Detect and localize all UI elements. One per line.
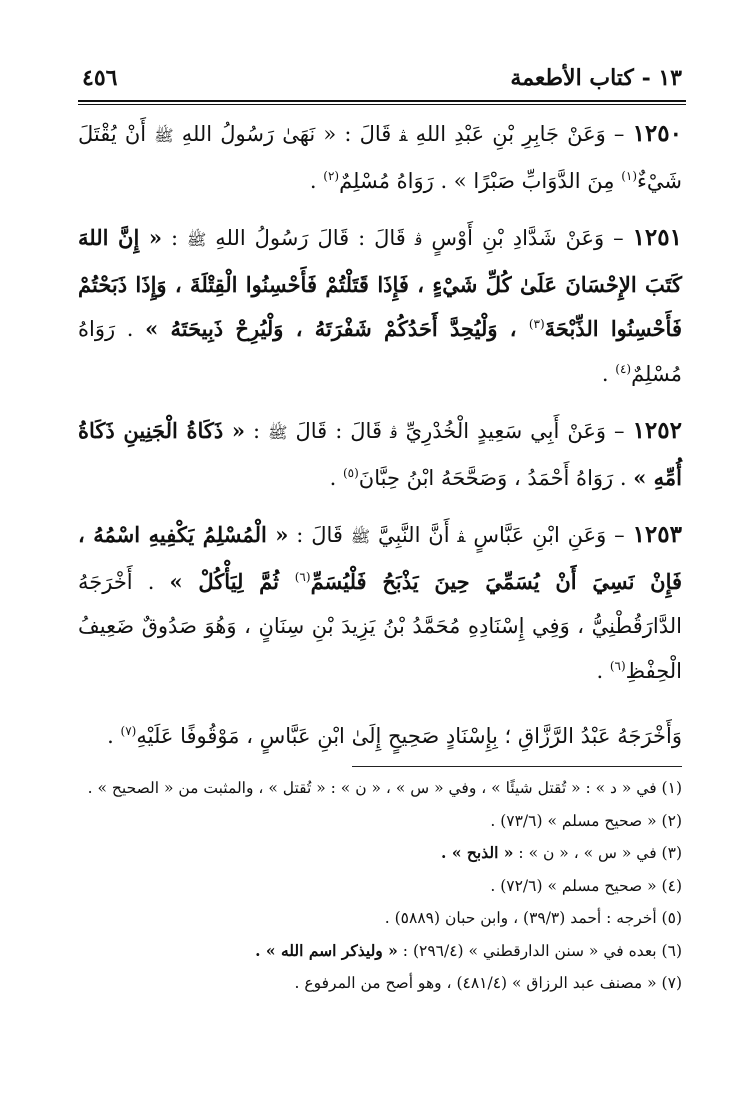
footnote-ref: (٤) [615,361,632,376]
hadith-quote: ، وَلْيُحِدَّ أَحَدُكُمْ شَفْرَتَهُ ، وَلْيُرِحْ ذَبِيحَتَهُ » [145,316,529,341]
hadith-quote: ثُمَّ لِيَأْكُلْ » [169,568,295,594]
honorific-symbol: ﷺ [268,423,288,442]
hadith-number: ١٢٥٣ [632,521,682,548]
footnote-ref: (٦) [294,569,311,584]
honorific-symbol: ﭭ [399,126,408,145]
honorific-symbol: ﭬ [390,423,398,442]
footnote-ref: (٧) [120,724,137,738]
hadith-number: ١٢٥٠ [632,120,682,147]
main-text [78,112,682,772]
hadith-1253: ١٢٥٣ – وَعَنِ ابْنِ عَبَّاسٍ ﭭ أَنَّ النَّبِيَّ ﷺ قَالَ : « الْمُسْلِمُ يَكْفِيهِ اسْمُهُ ، فَإِنْ نَسِيَ أَنْ يُسَمِّيَ حِينَ يَذْبَحُ فَلْيُسَمِّ$^{(٦)}$ ثُمَّ لِيَأْكُلْ » . أَخْرَجَهُ الدَّارَقُطْنِيُّ ، وَفِي إِسْنَادِهِ مُحَمَّدُ بْنُ يَزِيدَ بْنِ سِنَانٍ ، وَهُوَ صَدُوقٌ ضَعِيفُ الْحِفْظِ$^{(٦)}$ . [78,521,683,683]
header-rule [78,100,686,105]
footnote-item: (٤) « صحيح مسلم » (٧٢/٦) . [490,876,682,895]
hadith-1252: ١٢٥٢ – وَعَنْ أَبِي سَعِيدٍ الْخُدْرِيِّ ﭬ قَالَ : قَالَ ﷺ : « ذَكَاةُ الْجَنِينِ ذَكَاةُ أُمِّهِ » . رَوَاهُ أَحْمَدُ ، وَصَحَّحَهُ ابْنُ حِبَّانَ$^{(٥)}$ . [78,417,682,490]
footnote-item: (٦) بعده في « سنن الدارقطني » (٢٩٦/٤) : « وليذكر اسم الله » . [255,940,682,960]
footnote-ref: (٢) [323,168,340,183]
hadith-quote: « ذَكَاةُ الْجَنِينِ ذَكَاةُ أُمِّهِ » [78,418,682,490]
footnote-ref: (٥) [342,465,359,480]
honorific-symbol: ﭬ [414,230,423,249]
footnote-item: (٧) « مصنف عبد الرزاق » (٤٨١/٤) ، وهو أصح من المرفوع . [294,974,682,992]
hadith-quote: « إِنَّ اللهَ كَتَبَ الإِحْسَانَ عَلَىٰ كُلِّ شَيْءٍ ، فَإِذَا قَتَلْتُمْ فَأَحْسِنُوا الْقِتْلَةَ ، وَإِذَا ذَبَحْتُمْ فَأَحْسِنُوا الذِّبْحَةَ [78,225,682,341]
footnote-item: (٥) أخرجه : أحمد (٣٩/٣) ، وابن حبان (٥٨٨٩) . [384,909,682,927]
honorific-symbol: ﷺ [350,527,371,546]
footnote-ref: (٣) [528,317,545,331]
hadith-quote: « الْمُسْلِمُ يَكْفِيهِ اسْمُهُ ، فَإِنْ نَسِيَ أَنْ يُسَمِّيَ حِينَ يَذْبَحُ فَلْيُسَمِّ [78,522,683,594]
footnote-divider [352,766,682,767]
footnote-item: (٢) « صحيح مسلم » (٧٣/٦) . [490,811,682,830]
hadith-number: ١٢٥٢ [632,417,682,444]
footnote-ref: (٦) [609,658,626,673]
page-number: ٤٥٦ [82,65,118,91]
footnote-item: (١) في « د » : « تُقتل شيئًا » ، وفي « س » ، « ن » : « تُقتل » ، والمثبت من « الصحيح » . [87,779,682,797]
honorific-symbol: ﷺ [154,126,174,145]
page-header [82,58,682,98]
closing-paragraph: وَأَخْرَجَهُ عَبْدُ الرَّزَّاقِ ؛ بِإِسْنَادٍ صَحِيحٍ إِلَىٰ ابْنِ عَبَّاسٍ ، مَوْقُوفًا عَلَيْهِ$^{(٧)}$ . [107,724,682,748]
hadith-1250: ١٢٥٠ – وَعَنْ جَابِرِ بْنِ عَبْدِ اللهِ ﭭ قَالَ : « نَهَىٰ رَسُولُ اللهِ ﷺ أَنْ يُقْتَلَ شَيْءٌ$^{(١)}$ مِنَ الدَّوَابِّ صَبْرًا » . رَوَاهُ مُسْلِمٌ$^{(٢)}$ . [78,120,682,193]
chapter-title: ١٣ - كتاب الأطعمة [510,65,682,91]
footnote-item: (٣) في « س » ، « ن » : « الذبح » . [441,843,682,862]
footnotes [78,772,682,1000]
footnote-ref: (١) [621,168,638,183]
honorific-symbol: ﭭ [457,527,466,546]
hadith-1251: ١٢٥١ – وَعَنْ شَدَّادِ بْنِ أَوْسٍ ﭬ قَالَ : قَالَ رَسُولُ اللهِ ﷺ : « إِنَّ اللهَ كَتَبَ الإِحْسَانَ عَلَىٰ كُلِّ شَيْءٍ ، فَإِذَا قَتَلْتُمْ فَأَحْسِنُوا الْقِتْلَةَ ، وَإِذَا ذَبَحْتُمْ فَأَحْسِنُوا الذِّبْحَةَ$^{(٣)}$ ، وَلْيُحِدَّ أَحَدُكُمْ شَفْرَتَهُ ، وَلْيُرِحْ ذَبِيحَتَهُ » . رَوَاهُ مُسْلِمٌ$^{(٤)}$ . [78,224,682,386]
hadith-number: ١٢٥١ [632,224,682,251]
honorific-symbol: ﷺ [186,230,207,249]
